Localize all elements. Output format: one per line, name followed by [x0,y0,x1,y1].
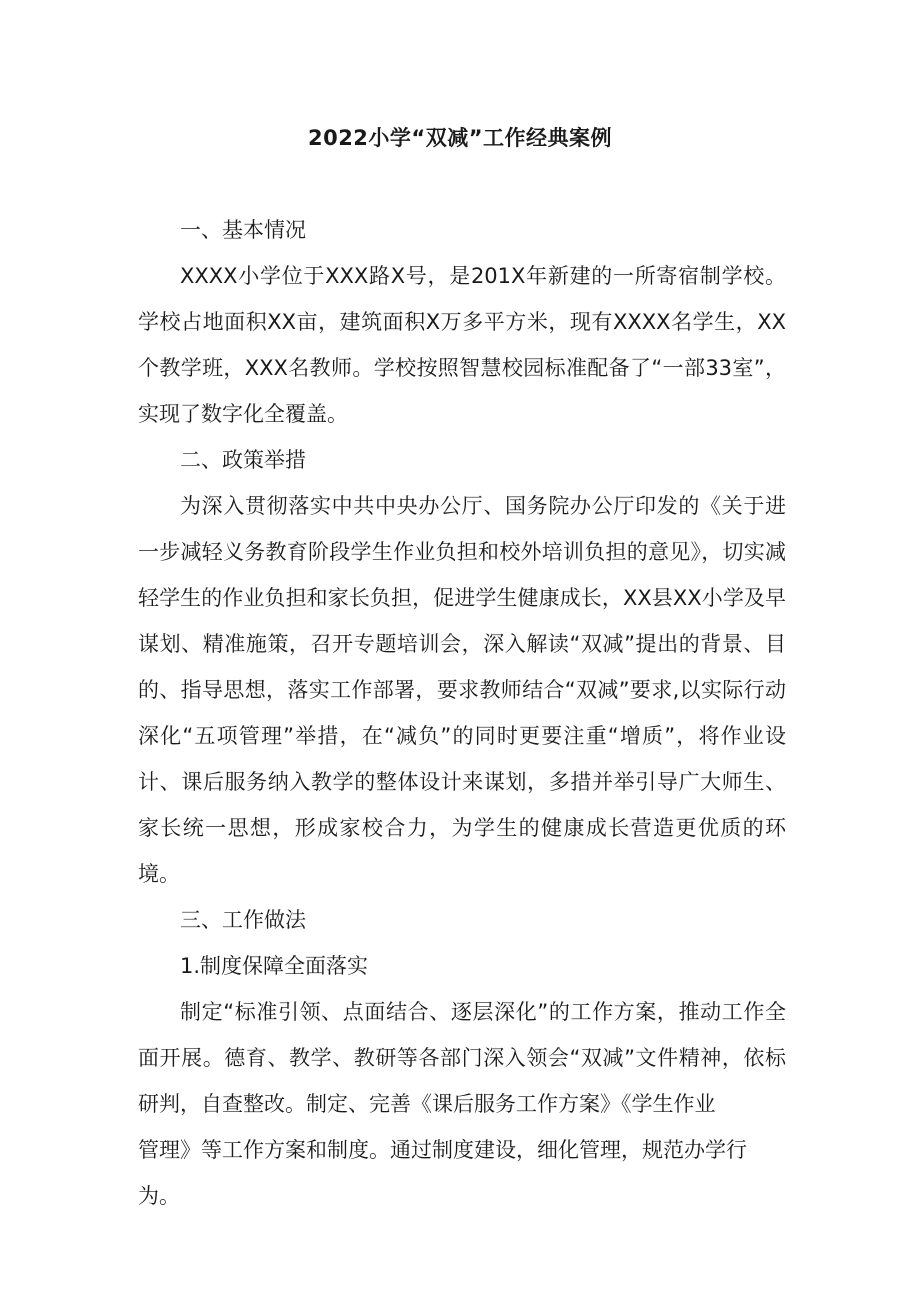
section-heading-work-practices: 三、工作做法 [180,908,306,932]
paragraph-policy-measures: 为深入贯彻落实中共中央办公厅、国务院办公厅印发的《关于进一步减轻义务教育阶段学生作业负担和校外培训负担的意见》，切实减轻学生的作业负担和家长负担，促进学生健康成长，XX县XX小学及早谋划、精准施策，召开专题培训会，深入解读“双减”提出的背景、目的、指导思想，落实工作部署，要求教师结合“双减”要求,以实际行动深化“五项管理”举措，在“减负”的同时更要注重“增质”，将作业设计、课后服务纳入教学的整体设计来谋划，多措并举引导广大师生、家长统一思想，形成家校合力，为学生的健康成长营造更优质的环境。 [138,494,786,886]
paragraph-basic-info: XXXX小学位于XXX路X号，是201X年新建的一所寄宿制学校。学校占地面积XX亩，建筑面积X万多平方米，现有XXXX名学生，XX个教学班，XXX名教师。学校按照智慧校园标准配备了“一部33室”，实现了数字化全覆盖。 [138,264,786,426]
paragraph-institutional-guarantee-continued: 管理》等工作方案和制度。通过制度建设，细化管理，规范办学行为。 [138,1138,747,1208]
section-heading-basic-info: 一、基本情况 [180,218,306,242]
paragraph-institutional-guarantee: 制定“标准引领、点面结合、逐层深化”的工作方案，推动工作全面开展。德育、教学、教研等各部门深入领会“双减”文件精神，依标研判，自查整改。制定、完善《课后服务工作方案》《学生作业 [138,1000,786,1116]
document-title: 2022小学“双减”工作经典案例 [307,126,613,150]
subheading-institutional-guarantee: 1.制度保障全面落实 [180,954,369,978]
section-heading-policy-measures: 二、政策举措 [180,448,306,472]
document-body [138,207,786,1219]
